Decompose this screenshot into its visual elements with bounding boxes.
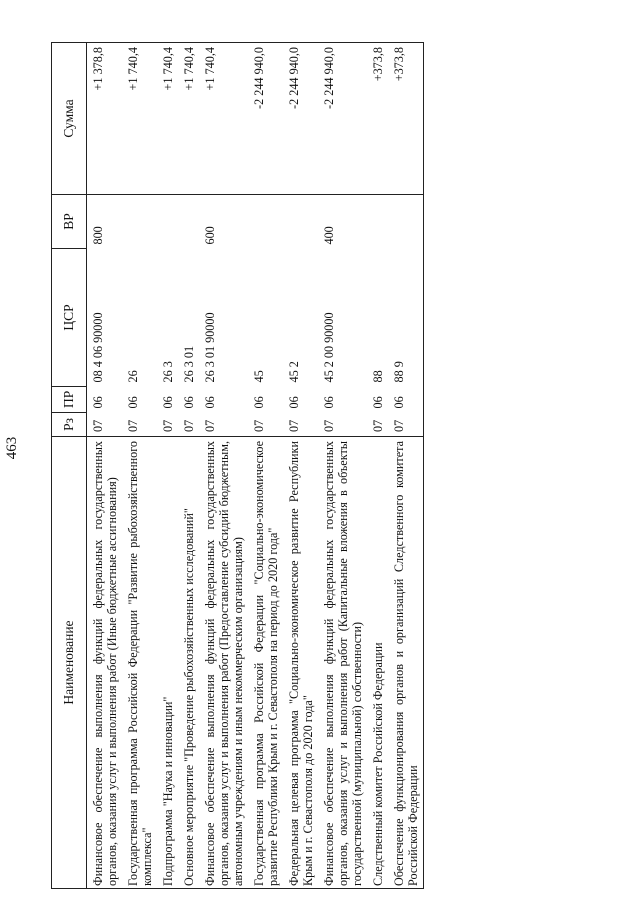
row-vr — [157, 195, 178, 249]
row-vr — [367, 195, 388, 249]
row-vr — [283, 195, 318, 249]
table-header-row — [52, 43, 87, 889]
row-csr: 26 3 01 90000 — [203, 312, 217, 383]
row-name: Подпрограмма "Наука и инновации" — [157, 437, 178, 889]
row-csr: 08 4 06 90000 — [91, 312, 105, 383]
row-vr: 600 — [203, 226, 217, 245]
row-vr — [248, 195, 283, 249]
row-name: Финансовое обеспечение выполнения функций федеральных государственных органов, оказания услуг и выполнения работ (Капитальные вложения в объекты государственной (муниципальной) собственности) — [318, 437, 367, 889]
header-name: Наименование — [52, 437, 87, 889]
row-csr: 26 3 — [161, 361, 175, 383]
table-row — [283, 43, 318, 889]
header-amount: Сумма — [52, 43, 87, 195]
row-amount: +1 740,4 — [178, 43, 199, 195]
row-csr: 26 3 01 — [182, 345, 196, 383]
row-amount: -2 244 940,0 — [318, 43, 367, 195]
table-row — [122, 43, 157, 889]
row-amount: -2 244 940,0 — [283, 43, 318, 195]
row-rz: 07 — [371, 419, 385, 432]
row-rz: 07 — [287, 419, 301, 432]
row-rz: 07 — [126, 419, 140, 432]
table-row — [248, 43, 283, 889]
row-pr: 06 — [161, 396, 175, 409]
row-rz: 07 — [322, 419, 336, 432]
row-vr — [178, 195, 199, 249]
row-amount: +373,8 — [367, 43, 388, 195]
table-row — [367, 43, 388, 889]
row-pr: 06 — [203, 396, 217, 409]
row-pr: 06 — [126, 396, 140, 409]
row-vr — [388, 195, 424, 249]
row-amount: +373,8 — [388, 43, 424, 195]
row-csr: 88 — [371, 370, 385, 383]
row-rz: 07 — [203, 419, 217, 432]
row-vr — [122, 195, 157, 249]
row-name: Федеральная целевая программа "Социально-экономическое развитие Республики Крым и г. Севастополя до 2020 года" — [283, 437, 318, 889]
row-pr: 06 — [252, 396, 266, 409]
header-vr: ВР — [52, 195, 87, 249]
row-rz: 07 — [388, 413, 424, 437]
row-csr: 45 2 — [287, 361, 301, 383]
row-pr: 06 — [388, 387, 424, 413]
row-pr: 06 — [322, 396, 336, 409]
row-csr: 26 — [126, 370, 140, 383]
row-amount: +1 740,4 — [199, 43, 248, 195]
header-rz: Рз — [52, 413, 87, 437]
row-name: Государственная программа Российской Федерации "Социально-экономическое развитие Республики Крым и г. Севастополя на период до 2020 года" — [248, 437, 283, 889]
row-csr: 45 — [252, 370, 266, 383]
table-row — [388, 43, 424, 889]
table-row — [178, 43, 199, 889]
row-vr: 800 — [91, 226, 105, 245]
budget-table — [51, 42, 424, 889]
row-csr: 45 2 00 90000 — [322, 312, 336, 383]
row-name: Государственная программа Российской Федерации "Развитие рыбохозяйственного комплекса" — [122, 437, 157, 889]
row-pr: 06 — [371, 396, 385, 409]
row-amount: +1 378,8 — [87, 43, 123, 195]
row-amount: +1 740,4 — [157, 43, 178, 195]
row-rz: 07 — [252, 419, 266, 432]
row-csr: 88 9 — [388, 249, 424, 387]
row-amount: +1 740,4 — [122, 43, 157, 195]
table-row — [87, 43, 123, 889]
row-name: Обеспечение функционирования органов и организаций Следственного комитета Российской Федерации — [388, 437, 424, 889]
row-rz: 07 — [91, 419, 105, 432]
row-vr: 400 — [322, 226, 336, 245]
header-csr: ЦСР — [52, 249, 87, 387]
row-rz: 07 — [182, 419, 196, 432]
table-row — [318, 43, 367, 889]
row-pr: 06 — [91, 396, 105, 409]
table-row — [157, 43, 178, 889]
header-pr: ПР — [52, 387, 87, 413]
page-number: 463 — [4, 436, 20, 460]
row-pr: 06 — [287, 396, 301, 409]
row-name: Следственный комитет Российской Федерации — [367, 437, 388, 889]
row-name: Основное мероприятие "Проведение рыбохозяйственных исследований" — [178, 437, 199, 889]
row-pr: 06 — [182, 396, 196, 409]
row-name: Финансовое обеспечение выполнения функций федеральных государственных органов, оказания услуг и выполнения работ (Предоставление субсидий бюджетным, автономным учреждениям и иным некоммерческим организациям) — [199, 437, 248, 889]
table-row — [199, 43, 248, 889]
row-rz: 07 — [161, 419, 175, 432]
row-name: Финансовое обеспечение выполнения функций федеральных государственных органов, оказания услуг и выполнения работ (Иные бюджетные ассигнования) — [87, 437, 123, 889]
row-amount: -2 244 940,0 — [248, 43, 283, 195]
